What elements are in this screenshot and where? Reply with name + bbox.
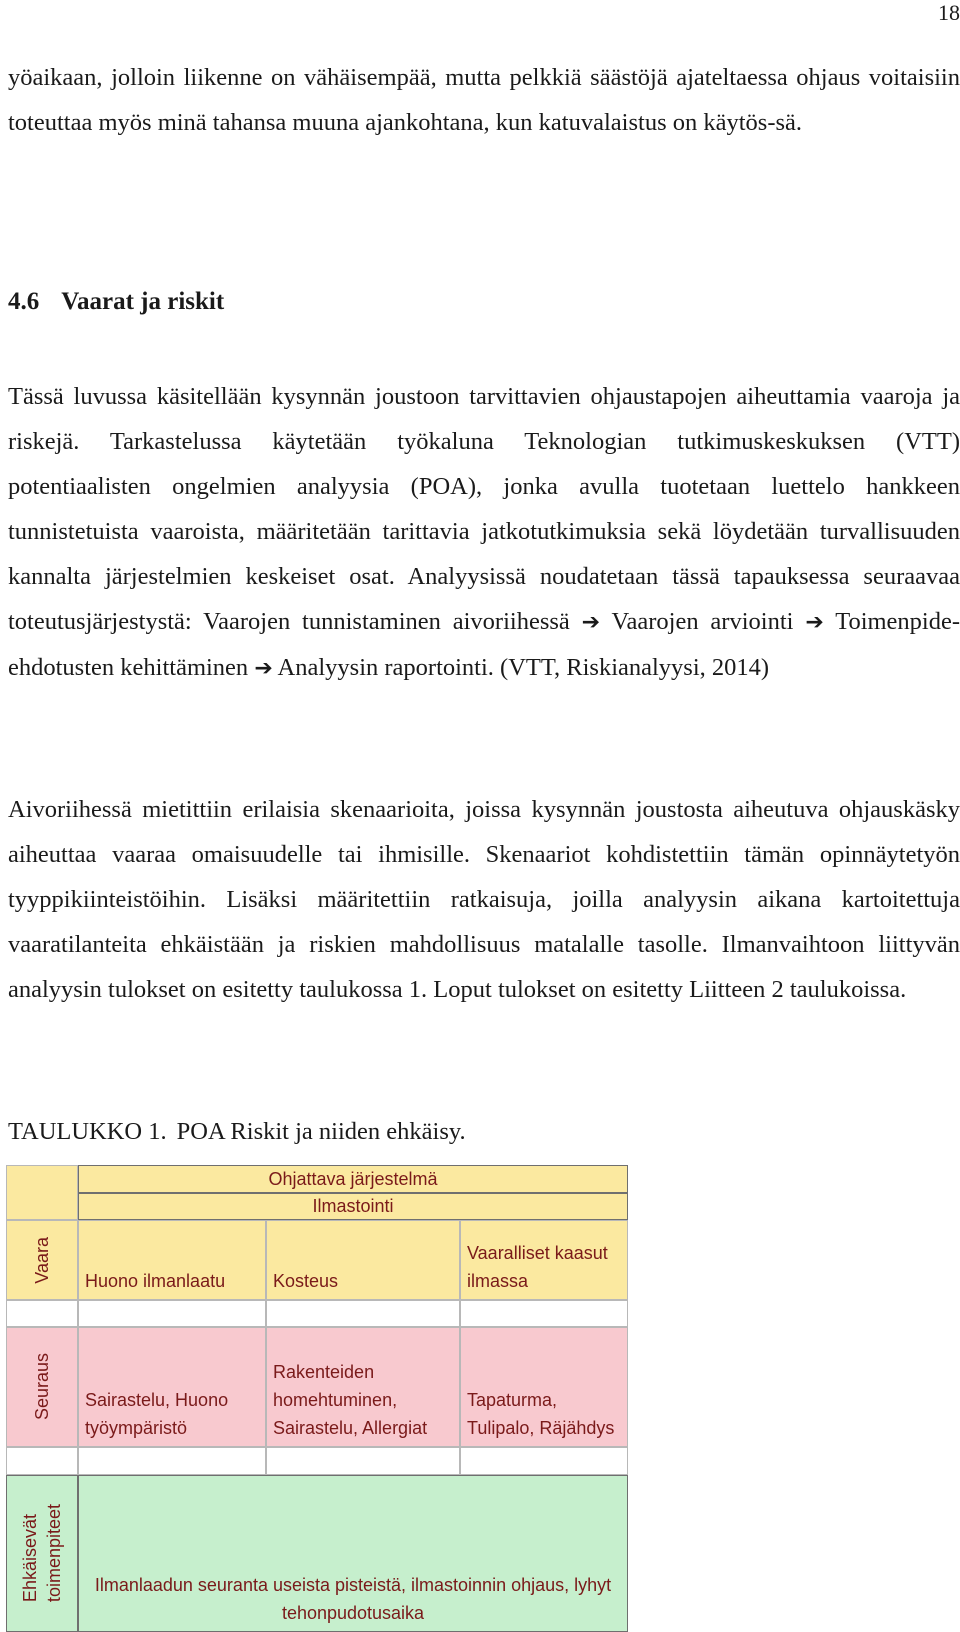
row-label-prevention-line1: Ehkäisevät — [20, 1514, 40, 1603]
spacer-cell — [266, 1447, 460, 1475]
hazard-cell-3: Vaaralliset kaasut ilmassa — [460, 1220, 628, 1300]
row-label-hazard — [6, 1220, 78, 1300]
table-header-system: Ohjattava järjestelmä — [78, 1165, 628, 1193]
spacer-cell — [78, 1300, 266, 1327]
spacer-cell — [6, 1300, 78, 1327]
poa-table — [6, 1165, 628, 1632]
paragraph-poa-part3: Toimenpide-ehdotusten kehittäminen — [8, 608, 960, 681]
section-title: Vaarat ja riskit — [61, 288, 225, 315]
arrow-right-icon: ➔ — [254, 656, 273, 681]
consequence-cell-1: Sairastelu, Huono työympäristö — [78, 1327, 266, 1447]
table-caption — [8, 1118, 466, 1146]
row-label-hazard-text: Vaara — [32, 1236, 52, 1284]
spacer-cell — [266, 1300, 460, 1327]
consequence-cell-3: Tapaturma, Tulipalo, Räjähdys — [460, 1327, 628, 1447]
row-label-consequence — [6, 1327, 78, 1447]
table-caption-text: POA Riskit ja niiden ehkäisy. — [176, 1118, 466, 1145]
spacer-cell — [78, 1447, 266, 1475]
page-number: 18 — [938, 0, 960, 25]
spacer-cell — [460, 1300, 628, 1327]
section-number: 4.6 — [8, 288, 40, 315]
paragraph-poa-part4: Analyysin raportointi. (VTT, Riskianalyysi, 2014) — [277, 654, 770, 681]
paragraph-brainstorm: Aivoriihessä mietittiin erilaisia skenaarioita, joissa kysynnän joustosta aiheutuva ohjauskäsky aiheuttaa vaaraa omaisuudelle tai ihmisille. Skenaariot kohdistettiin tämän opinnäytetyön tyyppikiinteistöihin. Lisäksi määritettiin ratkaisuja, joilla analyysin aikana kartoitettuja vaaratilanteita ehkäistään ja riskien mahdollisuus matalalle tasolle. Ilmanvaihtoon liittyvän analyysin tulokset on esitetty taulukossa 1. Loput tulokset on esitetty Liitteen 2 taulukoissa. — [8, 796, 960, 1003]
hazard-cell-1: Huono ilmanlaatu — [78, 1220, 266, 1300]
consequence-cell-2: Rakenteiden homehtuminen, Sairastelu, Allergiat — [266, 1327, 460, 1447]
paragraph-poa-part1: Tässä luvussa käsitellään kysynnän joustoon tarvittavien ohjaustapojen aiheuttamia vaaroja ja riskejä. Tarkastelussa käytetään työkaluna Teknologian tutkimuskeskuksen (VTT) potentiaalisten ongelmien analyysia (POA), jonka avulla tuotetaan luettelo hankkeen tunnistetuista vaaroista, määritetään tarittavia jatkotutkimuksia sekä löydetään turvallisuuden kannalta järjestelmien keskeiset osat. Analyysissä noudatetaan tässä tapauksessa seuraavaa toteutusjärjestystä: Vaarojen tunnistaminen aivoriihessä — [8, 383, 960, 635]
section-heading — [8, 288, 224, 316]
table-corner-cell — [6, 1165, 78, 1220]
paragraph-poa-method — [8, 374, 960, 691]
spacer-cell — [6, 1447, 78, 1475]
arrow-right-icon: ➔ — [581, 610, 601, 635]
spacer-cell — [460, 1447, 628, 1475]
row-label-prevention-text — [18, 1504, 66, 1602]
paragraph-poa-part2: Vaarojen arviointi — [611, 608, 794, 635]
paragraph-intro-continued: yöaikaan, jolloin liikenne on vähäisempää, mutta pelkkiä säästöjä ajateltaessa ohjaus voitaisiin toteuttaa myös minä tahansa muuna ajankohtana, kun katuvalaistus on käytös-sä. — [8, 64, 960, 136]
table-caption-label: TAULUKKO 1. — [8, 1118, 167, 1145]
row-label-prevention — [6, 1475, 78, 1632]
arrow-right-icon: ➔ — [805, 610, 824, 635]
table-header-subsystem: Ilmastointi — [78, 1193, 628, 1220]
prevention-cell: Ilmanlaadun seuranta useista pisteistä, ilmastoinnin ohjaus, lyhyt tehonpudotusaika — [78, 1475, 628, 1632]
row-label-prevention-line2: toimenpiteet — [44, 1504, 64, 1603]
hazard-cell-2: Kosteus — [266, 1220, 460, 1300]
row-label-consequence-text: Seuraus — [32, 1353, 52, 1421]
